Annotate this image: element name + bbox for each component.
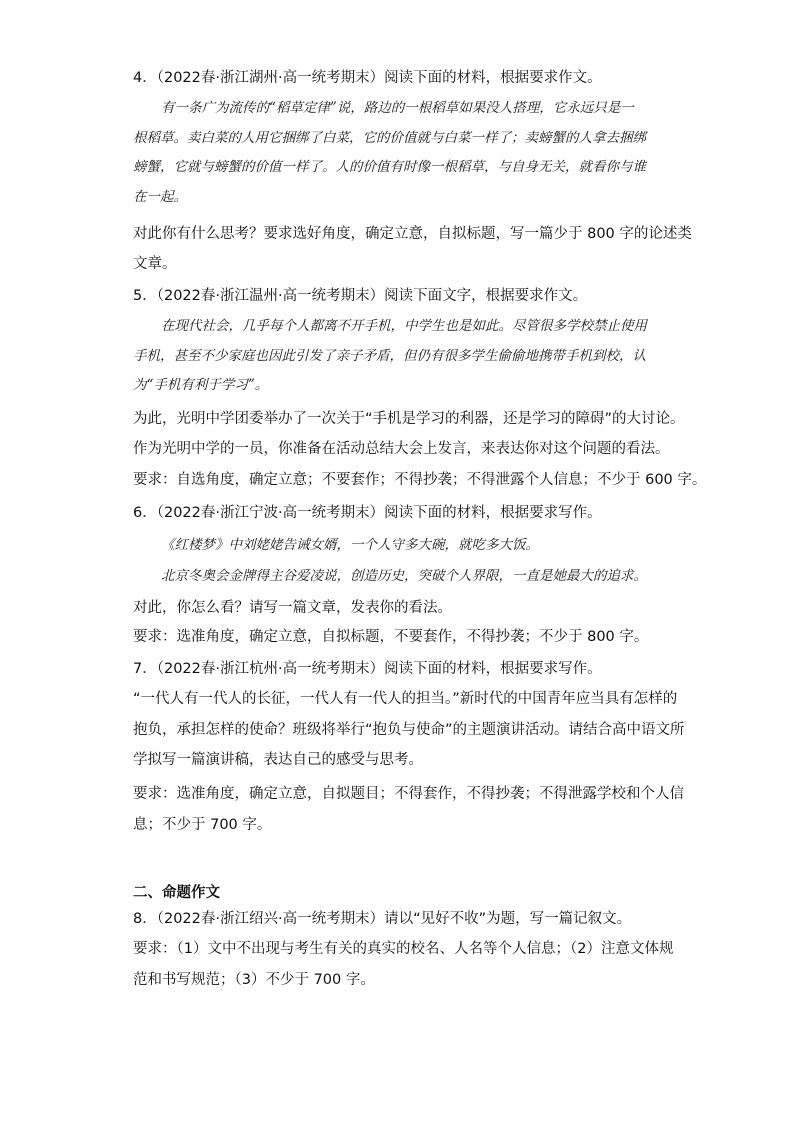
q5-material-line: 在现代社会，几乎每个人都离不开手机，中学生也是如此。尽管很多学校禁止使用 [161, 318, 647, 334]
section-title: 二、命题作文 [133, 885, 220, 901]
q7-task-line: 学拟写一篇演讲稿，表达自己的感受与思考。 [133, 752, 423, 768]
q4-material-line: 螃蟹，它就与螃蟹的价值一样了。人的价值有时像一根稻草，与自身无关，就看你与谁 [133, 159, 646, 175]
q5-heading: 5．（2022春·浙江温州·高一统考期末）阅读下面文字，根据要求作文。 [133, 288, 588, 304]
q6-material-line: 《红楼梦》中刘姥姥告诫女婿，一个人守多大碗，就吃多大饭。 [161, 537, 539, 553]
q4-task-line: 文章。 [133, 256, 177, 272]
q4-heading: 4．（2022春·浙江湖州·高一统考期末）阅读下面的材料，根据要求作文。 [133, 70, 602, 86]
q6-task-line: 要求：选准角度，确定立意，自拟标题，不要套作，不得抄袭；不少于 800 字。 [133, 629, 649, 645]
q7-task-line: “一代人有一代人的长征，一代人有一代人的担当。”新时代的中国青年应当具有怎样的 [133, 691, 678, 707]
q8-task-line: 要求：（1）文中不出现与考生有关的真实的校名、人名等个人信息；（2）注意文体规 [133, 941, 674, 957]
q6-task-line: 对此，你怎么看？请写一篇文章，发表你的看法。 [133, 600, 452, 616]
q5-material-line: 手机，甚至不少家庭也因此引发了亲子矛盾，但仍有很多学生偷偷地携带手机到校，认 [133, 348, 646, 364]
q4-material-line: 有一条广为流传的“稻草定律”说，路边的一根稻草如果没人搭理，它永远只是一 [161, 100, 634, 116]
q7-task-line: 抱负，承担怎样的使命？班级将举行“抱负与使命”的主题演讲活动。请结合高中语文所 [133, 722, 685, 738]
q8-task-line: 范和书写规范；（3）不少于 700 字。 [133, 972, 375, 988]
q5-task-line: 要求：自选角度，确定立意；不要套作；不得抄袭；不得泄露个人信息；不少于 600 字。 [133, 472, 707, 488]
q4-material-line: 在一起。 [133, 189, 187, 205]
q6-material-line: 北京冬奥会金牌得主谷爱凌说，创造历史，突破个人界限，一直是她最大的追求。 [161, 568, 647, 584]
q5-task-line: 作为光明中学的一员，你准备在活动总结大会上发言，来表达你对这个问题的看法。 [133, 441, 670, 457]
q8-heading: 8．（2022春·浙江绍兴·高一统考期末）请以“见好不收”为题，写一篇记叙文。 [133, 911, 632, 927]
q7-task-line: 要求：选准角度，确定立意，自拟题目；不得套作，不得抄袭；不得泄露学校和个人信 [133, 786, 684, 802]
q6-heading: 6．（2022春·浙江宁波·高一统考期末）阅读下面的材料，根据要求写作。 [133, 505, 602, 521]
q7-task-line: 息；不少于 700 字。 [133, 817, 272, 833]
q5-material-line: 为“手机有利于学习”。 [133, 377, 269, 393]
q4-material-line: 根稻草。卖白菜的人用它捆绑了白菜，它的价值就与白菜一样了；卖螃蟹的人拿去捆绑 [133, 130, 646, 146]
q4-task-line: 对此你有什么思考？要求选好角度，确定立意，自拟标题，写一篇少于 800 字的论述类 [133, 226, 692, 242]
q5-task-line: 为此，光明中学团委举办了一次关于“手机是学习的利器，还是学习的障碍”的大讨论。 [133, 411, 685, 427]
q7-heading: 7．（2022春·浙江杭州·高一统考期末）阅读下面的材料，根据要求写作。 [133, 661, 602, 677]
